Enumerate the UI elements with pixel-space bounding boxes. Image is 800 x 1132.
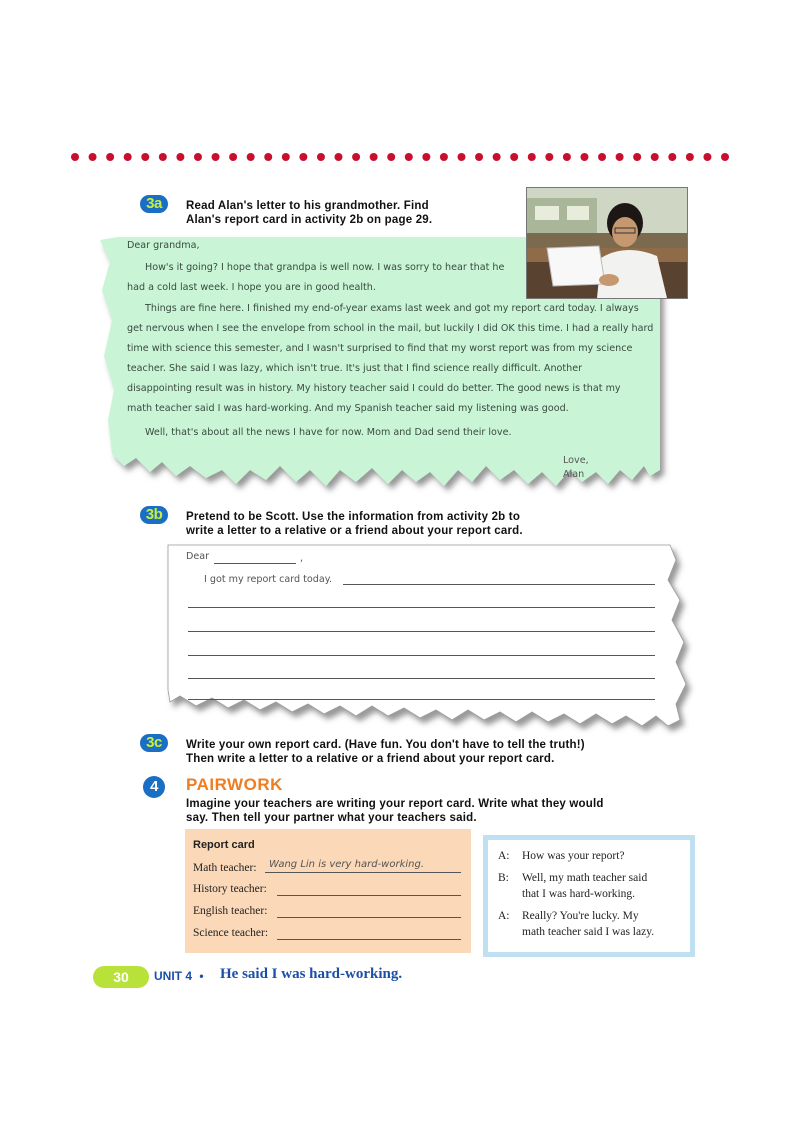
report-card-label-english: English teacher: — [193, 905, 268, 917]
letter-greeting: Dear grandma, — [127, 240, 200, 251]
dialog-line: Really? You're lucky. My — [522, 910, 639, 922]
report-card-value-math[interactable]: Wang Lin is very hard-working. — [269, 859, 425, 870]
template-comma: , — [300, 553, 304, 564]
dialog-line: How was your report? — [522, 850, 625, 862]
letter-line: get nervous when I see the envelope from school in the mail, but luckily I did OK this time. I had a really hard — [127, 323, 654, 334]
letter-line: How's it going? I hope that grandpa is well now. I was sorry to hear that he — [145, 262, 505, 273]
letter-line: Well, that's about all the news I have for now. Mom and Dad send their love. — [145, 427, 512, 438]
blank-line[interactable] — [188, 655, 655, 656]
letter-line: math teacher said I was hard-working. And my Spanish teacher said my listening was good. — [127, 403, 569, 414]
blank-line[interactable] — [188, 631, 655, 632]
dialog-speaker: A: — [498, 910, 510, 922]
report-card-line[interactable] — [277, 939, 461, 940]
activity-4-instruction: Imagine your teachers are writing your report card. Write what they would say. Then tell your partner what your teachers said. — [186, 798, 604, 824]
pairwork-heading: PAIRWORK — [186, 775, 283, 794]
activity-badge-3c: 3c — [140, 734, 168, 752]
template-first-line: I got my report card today. — [204, 574, 333, 585]
blank-line[interactable] — [214, 563, 296, 564]
letter-line: teacher. She said I was lazy, which isn't true. It's just that I find science really difficult. Another — [127, 363, 583, 374]
activity-badge-4: 4 — [143, 776, 165, 798]
letter-line: time with science this semester, and I wasn't surprised to find that my worst report was from my science — [127, 343, 633, 354]
conversation-box — [483, 835, 695, 957]
report-card-line[interactable] — [277, 917, 461, 918]
activity-badge-3b: 3b — [140, 506, 168, 524]
blank-line[interactable] — [188, 678, 655, 679]
report-card — [185, 829, 471, 953]
page-number: 30 — [93, 966, 149, 988]
blank-line[interactable] — [343, 584, 655, 585]
activity-badge-3a: 3a — [140, 195, 168, 213]
letter-line: disappointing result was in history. My history teacher said I could do better. The good news is that my — [127, 383, 621, 394]
letter-line: had a cold last week. I hope you are in good health. — [127, 282, 376, 293]
report-card-line[interactable] — [277, 895, 461, 896]
dialog-line: math teacher said I was lazy. — [522, 926, 655, 938]
activity-3b-instruction: Pretend to be Scott. Use the information from activity 2b to write a letter to a relative or a friend about your report card. — [186, 511, 523, 537]
blank-line[interactable] — [188, 607, 655, 608]
blank-line[interactable] — [188, 699, 655, 700]
dialog-line: Well, my math teacher said — [522, 872, 648, 884]
dialog-speaker: A: — [498, 850, 510, 862]
activity-3a-instruction: Read Alan's letter to his grandmother. Find Alan's report card in activity 2b on page 29. — [186, 200, 433, 226]
letter-signature: Alan — [563, 469, 585, 480]
dialog-speaker: B: — [498, 872, 509, 884]
unit-label: UNIT 4 • — [154, 969, 204, 983]
report-card-line[interactable] — [265, 872, 461, 873]
activity-3c-instruction: Write your own report card. (Have fun. You don't have to tell the truth!) Then write a letter to a relative or a friend about your report card. — [186, 739, 585, 765]
report-card-label-science: Science teacher: — [193, 927, 269, 939]
unit-title: He said I was hard-working. — [220, 966, 403, 982]
dialog-line: that I was hard-working. — [522, 888, 636, 900]
report-card-title: Report card — [193, 839, 255, 851]
template-dear: Dear — [186, 551, 210, 562]
report-card-label-math: Math teacher: — [193, 862, 257, 874]
letter-closing: Love, — [563, 455, 589, 466]
report-card-label-history: History teacher: — [193, 883, 267, 895]
letter-line: Things are fine here. I finished my end-of-year exams last week and got my report card today. I always — [145, 303, 639, 314]
